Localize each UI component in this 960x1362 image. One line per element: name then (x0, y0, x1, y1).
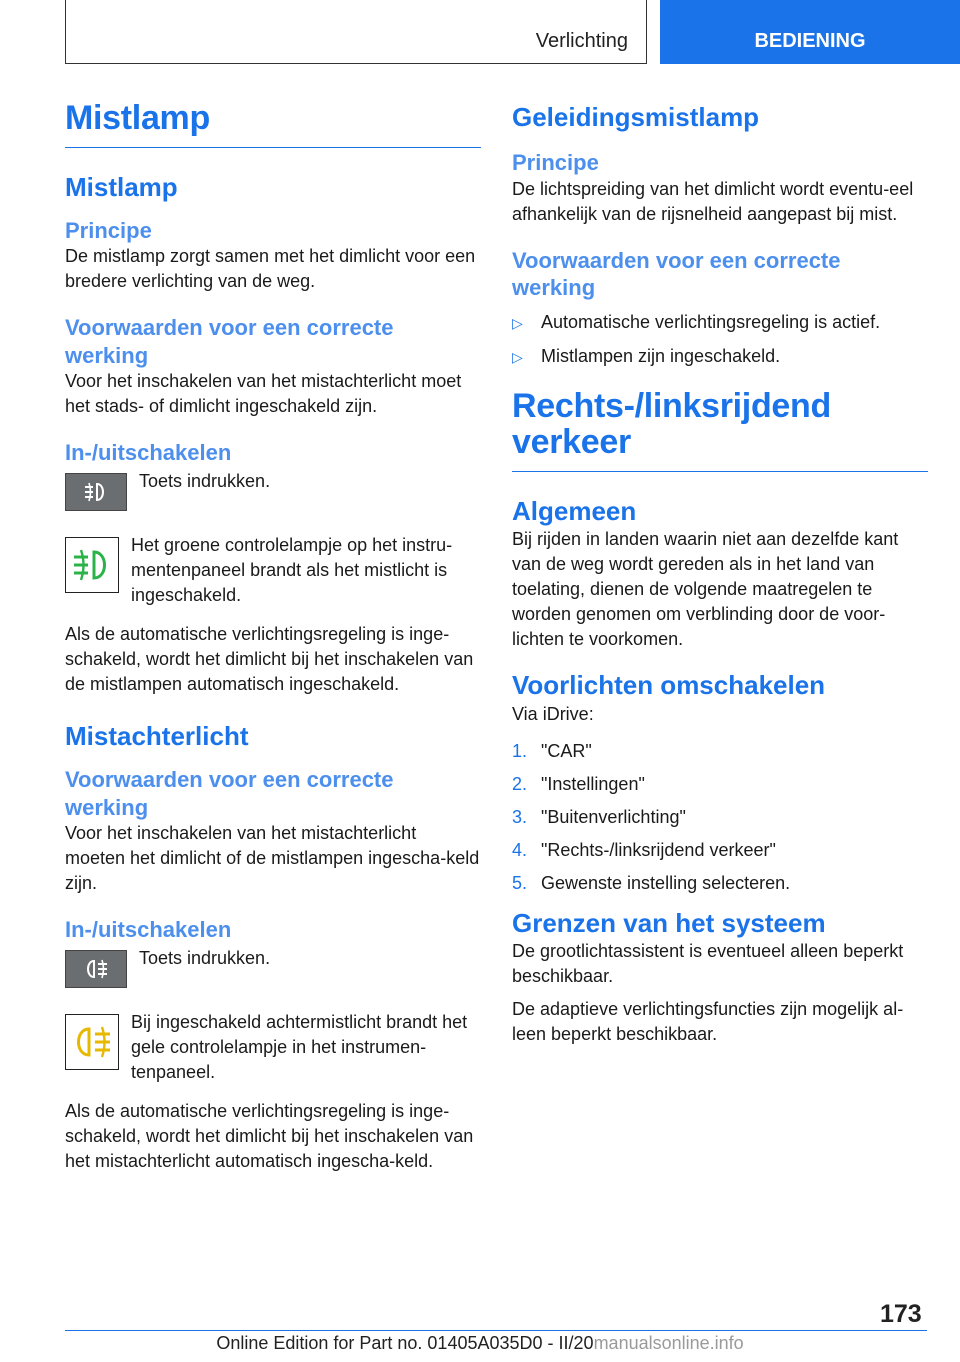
bullet-triangle-icon: ▷ (512, 348, 523, 365)
front-fog-button-icon (65, 473, 127, 511)
section-title-rechts-linksrijdend: Rechts-/linksrijdend verkeer (512, 386, 831, 462)
step-number: 3. (512, 806, 528, 827)
text-voorwaarden: Voor het inschakelen van het mistachterlicht moet het stads- of dimlicht ingeschakeld zijn. (65, 371, 462, 417)
footer-edition: Online Edition for Part no. 01405A035D0 - II/20 (216, 1333, 594, 1353)
text-grenzen-1: De grootlichtassistent is eventueel alleen beperkt beschikbaar. (512, 940, 904, 986)
footer-watermark: manualsonline.info (593, 1333, 744, 1353)
step-text: "Buitenverlichting" (541, 806, 686, 827)
conditions-list (512, 310, 928, 370)
step-number: 5. (512, 872, 528, 893)
step-number: 1. (512, 740, 528, 761)
front-fog-button-row (65, 469, 481, 511)
text-via-idrive: Via iDrive: (512, 703, 594, 724)
text-toets-indrukken-2: Toets indrukken. (139, 947, 271, 968)
green-front-fog-indicator-icon (65, 537, 119, 593)
rear-fog-indicator-row (65, 1010, 481, 1085)
header-chapter-label: BEDIENING (754, 29, 866, 52)
step-item (512, 838, 928, 863)
text-lichtspreiding: De lichtspreiding van het dimlicht wordt eventu-eel afhankelijk van de rijsnelheid aangepast bij mist. (512, 178, 914, 224)
text-principe: De mistlamp zorgt samen met het dimlicht voor een bredere verlichting van de weg. (65, 246, 476, 292)
section-title-mistlamp: Mistlamp (65, 99, 210, 137)
list-item-text: Mistlampen zijn ingeschakeld. (541, 345, 781, 366)
front-fog-indicator-row (65, 533, 481, 608)
step-text: "Rechts-/linksrijdend verkeer" (541, 839, 776, 860)
step-text: Gewenste instelling selecteren. (541, 872, 791, 893)
yellow-rear-fog-indicator-icon (65, 1014, 119, 1070)
heading-voorwaarden-2: Voorwaarden voor een correcte werking (65, 767, 394, 820)
step-item (512, 871, 928, 896)
right-column (512, 100, 928, 1047)
step-text: "Instellingen" (541, 773, 645, 794)
list-item-text: Automatische verlichtingsregeling is actief. (541, 311, 881, 332)
steps-list (512, 739, 928, 896)
heading-mistachterlicht: Mistachterlicht (65, 720, 249, 751)
heading-voorwaarden: Voorwaarden voor een correcte werking (65, 315, 394, 368)
footer-rule (65, 1330, 927, 1331)
step-number: 2. (512, 773, 528, 794)
header-section-title: Verlichting (535, 30, 628, 52)
rear-fog-button-row (65, 946, 481, 988)
page-number: 173 (880, 1300, 922, 1328)
header-chapter-tab (660, 0, 960, 64)
text-toets-indrukken: Toets indrukken. (139, 470, 271, 491)
title-rule (65, 147, 481, 148)
heading-mistlamp: Mistlamp (65, 171, 178, 202)
heading-grenzen: Grenzen van het systeem (512, 907, 826, 938)
step-number: 4. (512, 839, 528, 860)
step-text: "CAR" (541, 740, 592, 761)
step-item (512, 772, 928, 797)
text-grenzen-2: De adaptieve verlichtingsfuncties zijn mogelijk al-leen beperkt beschikbaar. (512, 998, 904, 1044)
bullet-triangle-icon: ▷ (512, 314, 523, 331)
text-gele-controlelampje: Bij ingeschakeld achtermistlicht brandt het gele controlelampje in het instrumen-tenpaneel. (131, 1011, 468, 1082)
footer-edition-line (0, 1333, 960, 1354)
heading-principe-2: Principe (512, 150, 599, 176)
title-rule (512, 471, 928, 472)
rear-fog-button-icon (65, 950, 127, 988)
heading-principe: Principe (65, 217, 152, 243)
text-voorwaarden-2: Voor het inschakelen van het mistachterlicht moeten het dimlicht of de mistlampen ingescha-keld zijn. (65, 823, 480, 894)
heading-algemeen: Algemeen (512, 496, 637, 527)
text-groene-controlelampje: Het groene controlelampje op het instru-mentenpaneel brandt als het mistlicht is ingeschakeld. (131, 534, 453, 605)
left-column (65, 100, 481, 1174)
text-automatische-2: Als de automatische verlichtingsregeling is inge-schakeld, wordt het dimlicht bij het inschakelen van het mistachterlicht automatisch ingescha-keld. (65, 1100, 474, 1171)
text-algemeen: Bij rijden in landen waarin niet aan dezelfde kant van de weg wordt gereden als in het land van toelating, dienen de volgende maatregelen te worden genomen om verblinding door de voor-lichten te voorkomen. (512, 529, 899, 650)
heading-in-uitschakelen-2: In-/uitschakelen (65, 917, 232, 943)
heading-voorlichten-omschakelen: Voorlichten omschakelen (512, 670, 826, 701)
header-section-box (65, 0, 647, 64)
heading-in-uitschakelen: In-/uitschakelen (65, 440, 232, 466)
heading-voorwaarden-3: Voorwaarden voor een correcte werking (512, 247, 841, 301)
list-item (512, 344, 928, 370)
step-item (512, 805, 928, 830)
heading-geleidingsmistlamp: Geleidingsmistlamp (512, 102, 760, 132)
step-item (512, 739, 928, 764)
text-automatische-1: Als de automatische verlichtingsregeling is inge-schakeld, wordt het dimlicht bij het inschakelen van de mistlampen automatisch ingeschakeld. (65, 623, 474, 694)
list-item (512, 310, 928, 336)
